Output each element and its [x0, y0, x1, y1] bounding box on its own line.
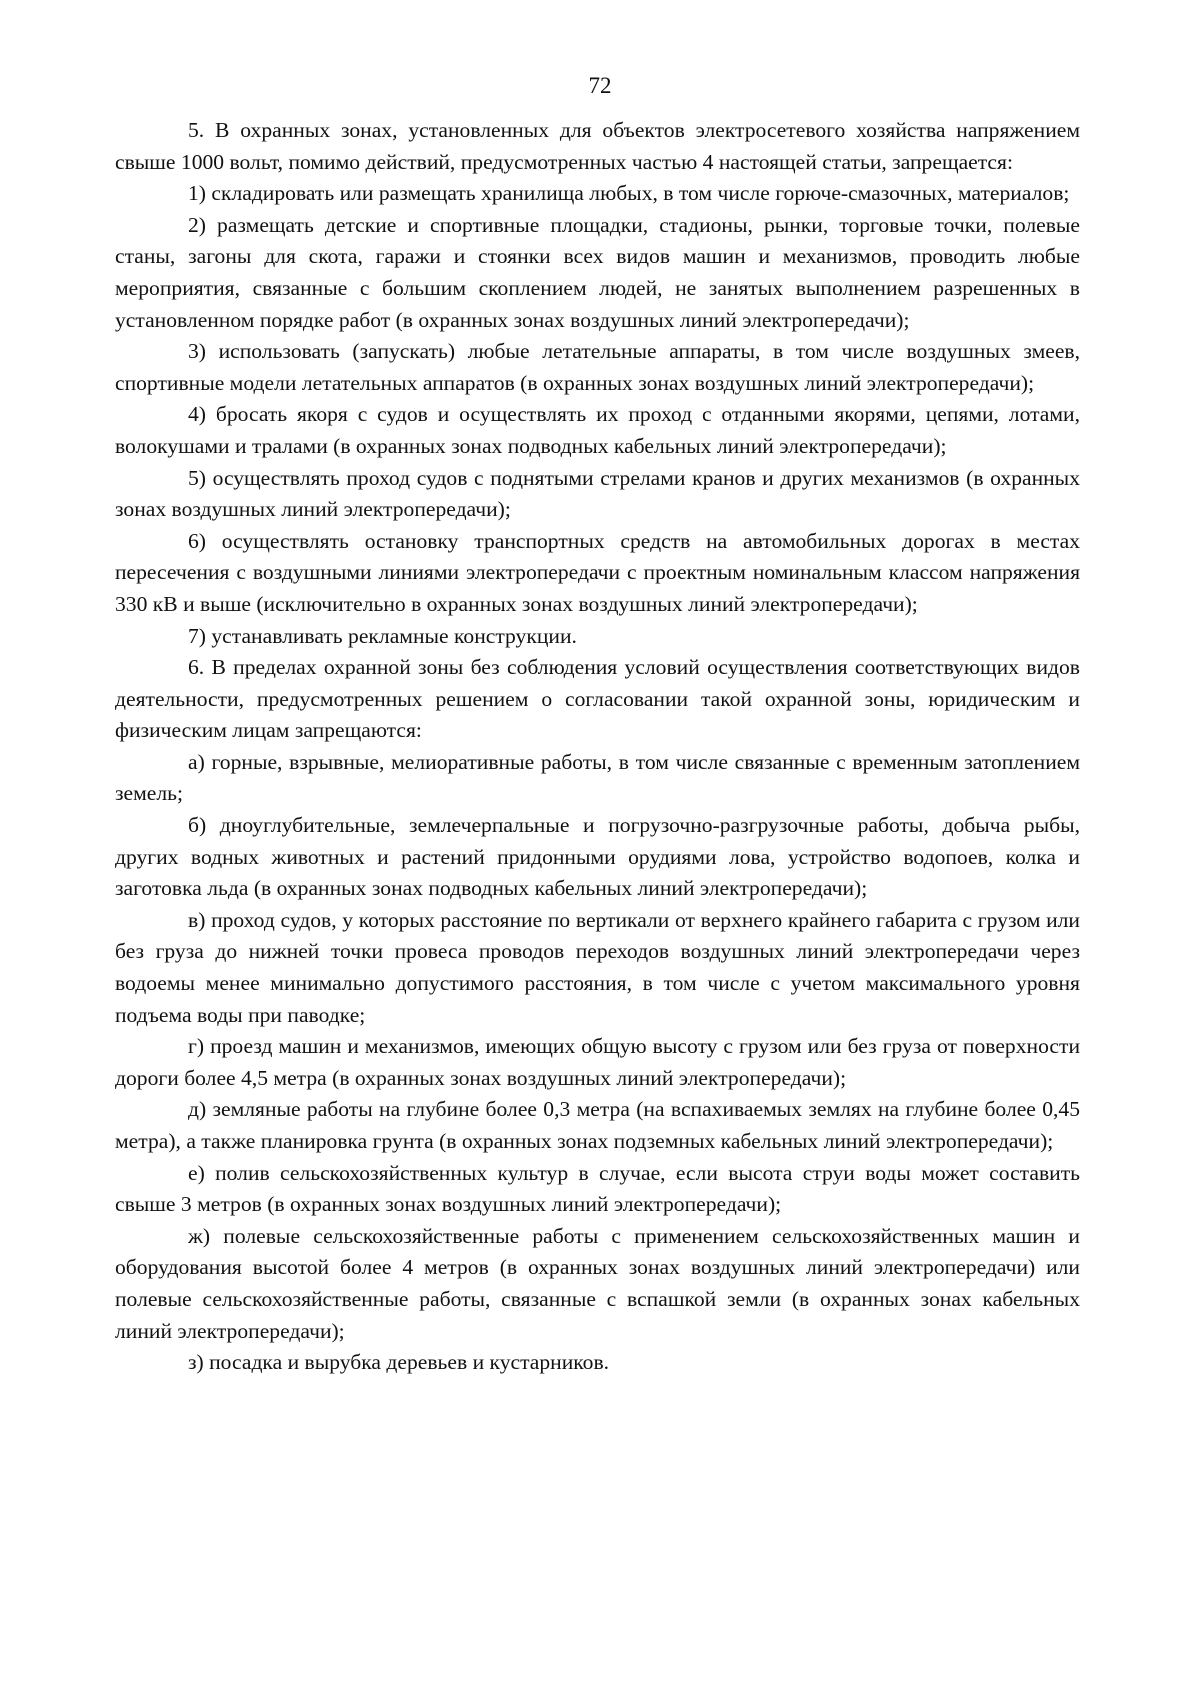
list-item-g: г) проезд машин и механизмов, имеющих общую высоту с грузом или без груза от поверхности дороги более 4,5 метра (в охранных зонах воздушных линий электропередачи);	[115, 1034, 1080, 1090]
list-item-2: 2) размещать детские и спортивные площадки, стадионы, рынки, торговые точки, полевые станы, загоны для скота, гаражи и стоянки всех видов машин и механизмов, проводить любые мероприятия, связанные с большим скоплением людей, не занятых выполнением разрешенных в установленном порядке работ (в охранных зонах воздушных линий электропередачи);	[115, 212, 1080, 332]
list-item-zh: ж) полевые сельскохозяйственные работы с применением сельскохозяйственных машин и оборудования высотой более 4 метров (в охранных зонах воздушных линий электропередачи) или полевые сельскохозяйственные работы, связанные с вспашкой земли (в охранных зонах кабельных линий электропередачи);	[115, 1223, 1080, 1343]
list-item-4: 4) бросать якоря с судов и осуществлять их проход с отданными якорями, цепями, лотами, волокушами и тралами (в охранных зонах подводных кабельных линий электропередачи);	[115, 402, 1080, 458]
list-item-b: б) дноуглубительные, землечерпальные и погрузочно-разгрузочные работы, добыча рыбы, других водных животных и растений придонными орудиями лова, устройство водопоев, колка и заготовка льда (в охранных зонах подводных кабельных линий электропередачи);	[115, 813, 1080, 901]
list-item-d: д) земляные работы на глубине более 0,3 метра (на вспахиваемых землях на глубине более 0,45 метра), а также планировка грунта (в охранных зонах подземных кабельных линий электропередачи);	[115, 1097, 1080, 1153]
list-item-6: 6) осуществлять остановку транспортных средств на автомобильных дорогах в местах пересечения с воздушными линиями электропередачи с проектным номинальным классом напряжения 330 кВ и выше (исключительно в охранных зонах воздушных линий электропередачи);	[115, 528, 1080, 616]
list-item-e: е) полив сельскохозяйственных культур в случае, если высота струи воды может составить свыше 3 метров (в охранных зонах воздушных линий электропередачи);	[115, 1160, 1080, 1217]
list-item-v: в) проход судов, у которых расстояние по вертикали от верхнего крайнего габарита с грузом или без груза до нижней точки провеса проводов переходов воздушных линий электропередачи через водоемы менее минимально допустимого расстояния, в том числе с учетом максимального уровня подъема воды при паводке;	[115, 907, 1080, 1027]
list-item-3: 3) использовать (запускать) любые летательные аппараты, в том числе воздушных змеев, спортивные модели летательных аппаратов (в охранных зонах воздушных линий электропередачи);	[115, 339, 1080, 395]
list-item-1: 1) складировать или размещать хранилища любых, в том числе горюче-смазочных, материалов;	[188, 181, 1070, 206]
page-number: 72	[588, 73, 612, 98]
list-item-7: 7) устанавливать рекламные конструкции.	[188, 623, 577, 648]
paragraph-item-5: 5. В охранных зонах, установленных для объектов электросетевого хозяйства напряжением свыше 1000 вольт, помимо действий, предусмотренных частью 4 настоящей статьи, запрещается:	[115, 118, 1080, 174]
list-item-a: а) горные, взрывные, мелиоративные работы, в том числе связанные с временным затоплением земель;	[115, 749, 1080, 806]
document-body	[115, 115, 1080, 1379]
paragraph-item-6: 6. В пределах охранной зоны без соблюдения условий осуществления соответствующих видов деятельности, предусмотренных решением о согласовании такой охранной зоны, юридическим и физическим лицам запрещаются:	[115, 655, 1080, 743]
list-item-5: 5) осуществлять проход судов с поднятыми стрелами кранов и других механизмов (в охранных зонах воздушных линий электропередачи);	[115, 465, 1080, 522]
list-item-z: з) посадка и вырубка деревьев и кустарников.	[188, 1350, 610, 1375]
